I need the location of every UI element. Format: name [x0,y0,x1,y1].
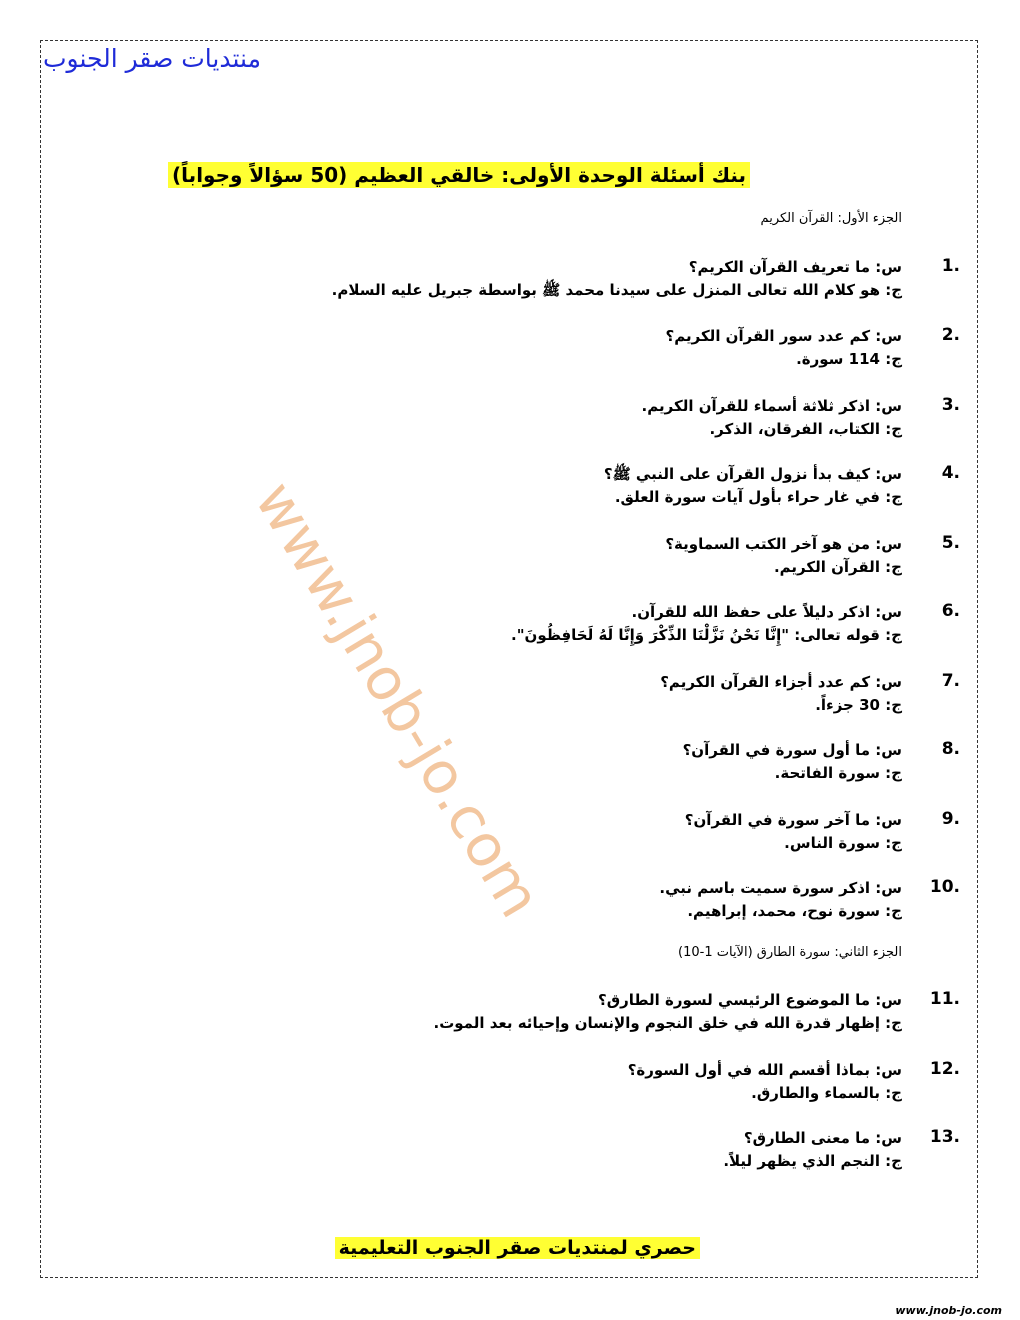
answer-text: ج: هو كلام الله تعالى المنزل على سيدنا محمد ﷺ بواسطة جبريل عليه السلام. [331,281,902,299]
section-heading-part1: الجزء الأول: القرآن الكريم [760,211,902,226]
watermark-text: www.jnob-jo.com [241,470,555,929]
answer-text: ج: 30 جزءاً. [815,696,902,714]
answer-text: ج: في غار حراء بأول آيات سورة العلق. [614,488,902,506]
document-title: بنك أسئلة الوحدة الأولى: خالقي العظيم (50 سؤالاً وجواباً) [168,162,750,188]
question-text: س: اذكر دليلاً على حفظ الله للقرآن. [631,603,902,621]
qa-number: 5. [941,533,960,553]
qa-number: 10. [929,877,960,897]
qa-number: 6. [941,601,960,621]
qa-number: 13. [929,1127,960,1147]
question-text: س: اذكر سورة سميت باسم نبي. [659,879,902,897]
qa-number: 11. [929,989,960,1009]
question-text: س: كم عدد سور القرآن الكريم؟ [665,327,902,345]
answer-text: ج: بالسماء والطارق. [751,1084,902,1102]
question-text: س: كم عدد أجزاء القرآن الكريم؟ [660,673,902,691]
qa-number: 12. [929,1059,960,1079]
qa-number: 1. [941,256,960,276]
site-header: منتديات صقر الجنوب [43,44,261,73]
question-text: س: ما أول سورة في القرآن؟ [682,741,902,759]
question-text: س: من هو آخر الكتب السماوية؟ [665,535,902,553]
answer-text: ج: القرآن الكريم. [773,558,902,576]
question-text: س: كيف بدأ نزول القرآن على النبي ﷺ؟ [603,465,902,483]
answer-text: ج: قوله تعالى: "إِنَّا نَحْنُ نَزَّلْنَا الذِّكْرَ وَإِنَّا لَهُ لَحَافِظُونَ". [511,626,902,644]
answer-text: ج: سورة الناس. [784,834,902,852]
question-text: س: ما تعريف القرآن الكريم؟ [688,258,902,276]
question-text: س: ما معنى الطارق؟ [743,1129,902,1147]
answer-text: ج: النجم الذي يظهر ليلاً. [723,1152,902,1170]
qa-number: 7. [941,671,960,691]
question-text: س: ما آخر سورة في القرآن؟ [684,811,902,829]
qa-number: 2. [941,325,960,345]
answer-text: ج: إظهار قدرة الله في خلق النجوم والإنسان وإحيائه بعد الموت. [433,1014,902,1032]
qa-number: 9. [941,809,960,829]
question-text: س: ما الموضوع الرئيسي لسورة الطارق؟ [598,991,902,1009]
answer-text: ج: سورة نوح، محمد، إبراهيم. [687,902,902,920]
question-text: س: بماذا أقسم الله في أول السورة؟ [627,1061,902,1079]
footer-banner: حصري لمنتديات صقر الجنوب التعليمية [335,1237,700,1259]
answer-text: ج: 114 سورة. [796,350,902,368]
qa-number: 3. [941,395,960,415]
footer-url[interactable]: www.jnob-jo.com [895,1304,1002,1317]
question-text: س: اذكر ثلاثة أسماء للقرآن الكريم. [641,397,902,415]
section-heading-part2: الجزء الثاني: سورة الطارق (الآيات 1-10) [678,945,902,960]
qa-number: 8. [941,739,960,759]
qa-number: 4. [941,463,960,483]
answer-text: ج: الكتاب، الفرقان، الذكر. [709,420,902,438]
answer-text: ج: سورة الفاتحة. [774,764,902,782]
